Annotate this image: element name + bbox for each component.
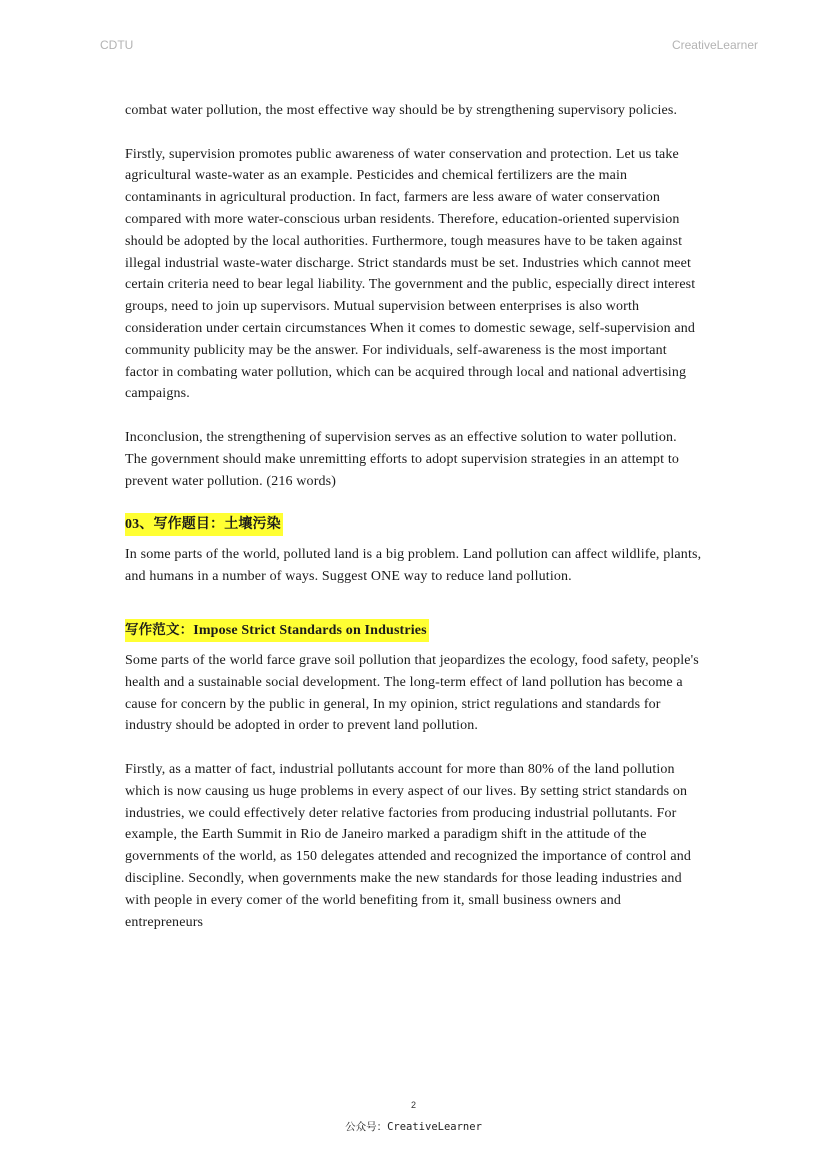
paragraph: Some parts of the world farce grave soil pollution that jeopardizes the ecology, food safety, people's health and a sustainable social development. The long-term effect of land pollution has become a cause for concern by the public in general, In my opinion, strict regulations and standards for industry should be adopted in order to prevent land pollution. [125, 652, 699, 734]
document-body [125, 100, 702, 933]
essay-heading [125, 619, 429, 642]
essay-heading-prefix: 写作范文： [125, 621, 194, 638]
topic-heading-block [125, 513, 702, 536]
essay-heading-title: Impose Strict Standards on Industries [193, 622, 427, 638]
paragraph: Firstly, supervision promotes public awareness of water conservation and protection. Let us take agricultural waste-water as an example. Pesticides and chemical fertilizers are the main contaminants in agricultural production. In fact, farmers are less aware of water conservation compared with more water-conscious urban residents. Therefore, education-oriented supervision should be adopted by the local authorities. Furthermore, tough measures have to be taken against illegal industrial waste-water discharge. Strict standards must be set. Industries which cannot meet certain criteria need to bear legal liability. The government and the public, especially direct interest groups, need to join up supervisors. Mutual supervision between enterprises is also worth consideration under certain circumstances When it comes to domestic sewage, self-supervision and community publicity may be the answer. For individuals, self-awareness is the most important factor in combating water pollution, which can be acquired through local and national advertising campaigns. [125, 146, 696, 402]
paragraph: combat water pollution, the most effective way should be by strengthening supervisory policies. [125, 103, 678, 118]
paragraph: Inconclusion, the strengthening of supervision serves as an effective solution to water pollution. The government should make unremitting efforts to adopt supervision strategies in an attempt to prevent water pollution. (216 words) [125, 429, 680, 489]
essay-heading-block [125, 619, 702, 642]
topic-heading: 03、写作题目：土壤污染 [125, 513, 283, 536]
footer-tag: 公众号：CreativeLearner [345, 1121, 482, 1133]
header-right-label: CreativeLearner [671, 38, 758, 52]
paragraph: In some parts of the world, polluted land is a big problem. Land pollution can affect wildlife, plants, and humans in a number of ways. Suggest ONE way to reduce land pollution. [125, 547, 702, 585]
page-number: 2 [410, 1100, 416, 1110]
header-left-label: CDTU [100, 38, 134, 52]
paragraph: Firstly, as a matter of fact, industrial pollutants account for more than 80% of the land pollution which is now causing us huge problems in every aspect of our lives. By setting strict standards on industries, we could effectively deter relative factories from producing industrial pollutants. For example, the Earth Summit in Rio de Janeiro marked a paradigm shift in the attitude of the governments of the world, as 150 delegates attended and recognized the importance of control and discipline. Secondly, when governments make the new standards for those leading industries and with people in every comer of the world benefiting from it, small business owners and entrepreneurs [125, 761, 692, 930]
